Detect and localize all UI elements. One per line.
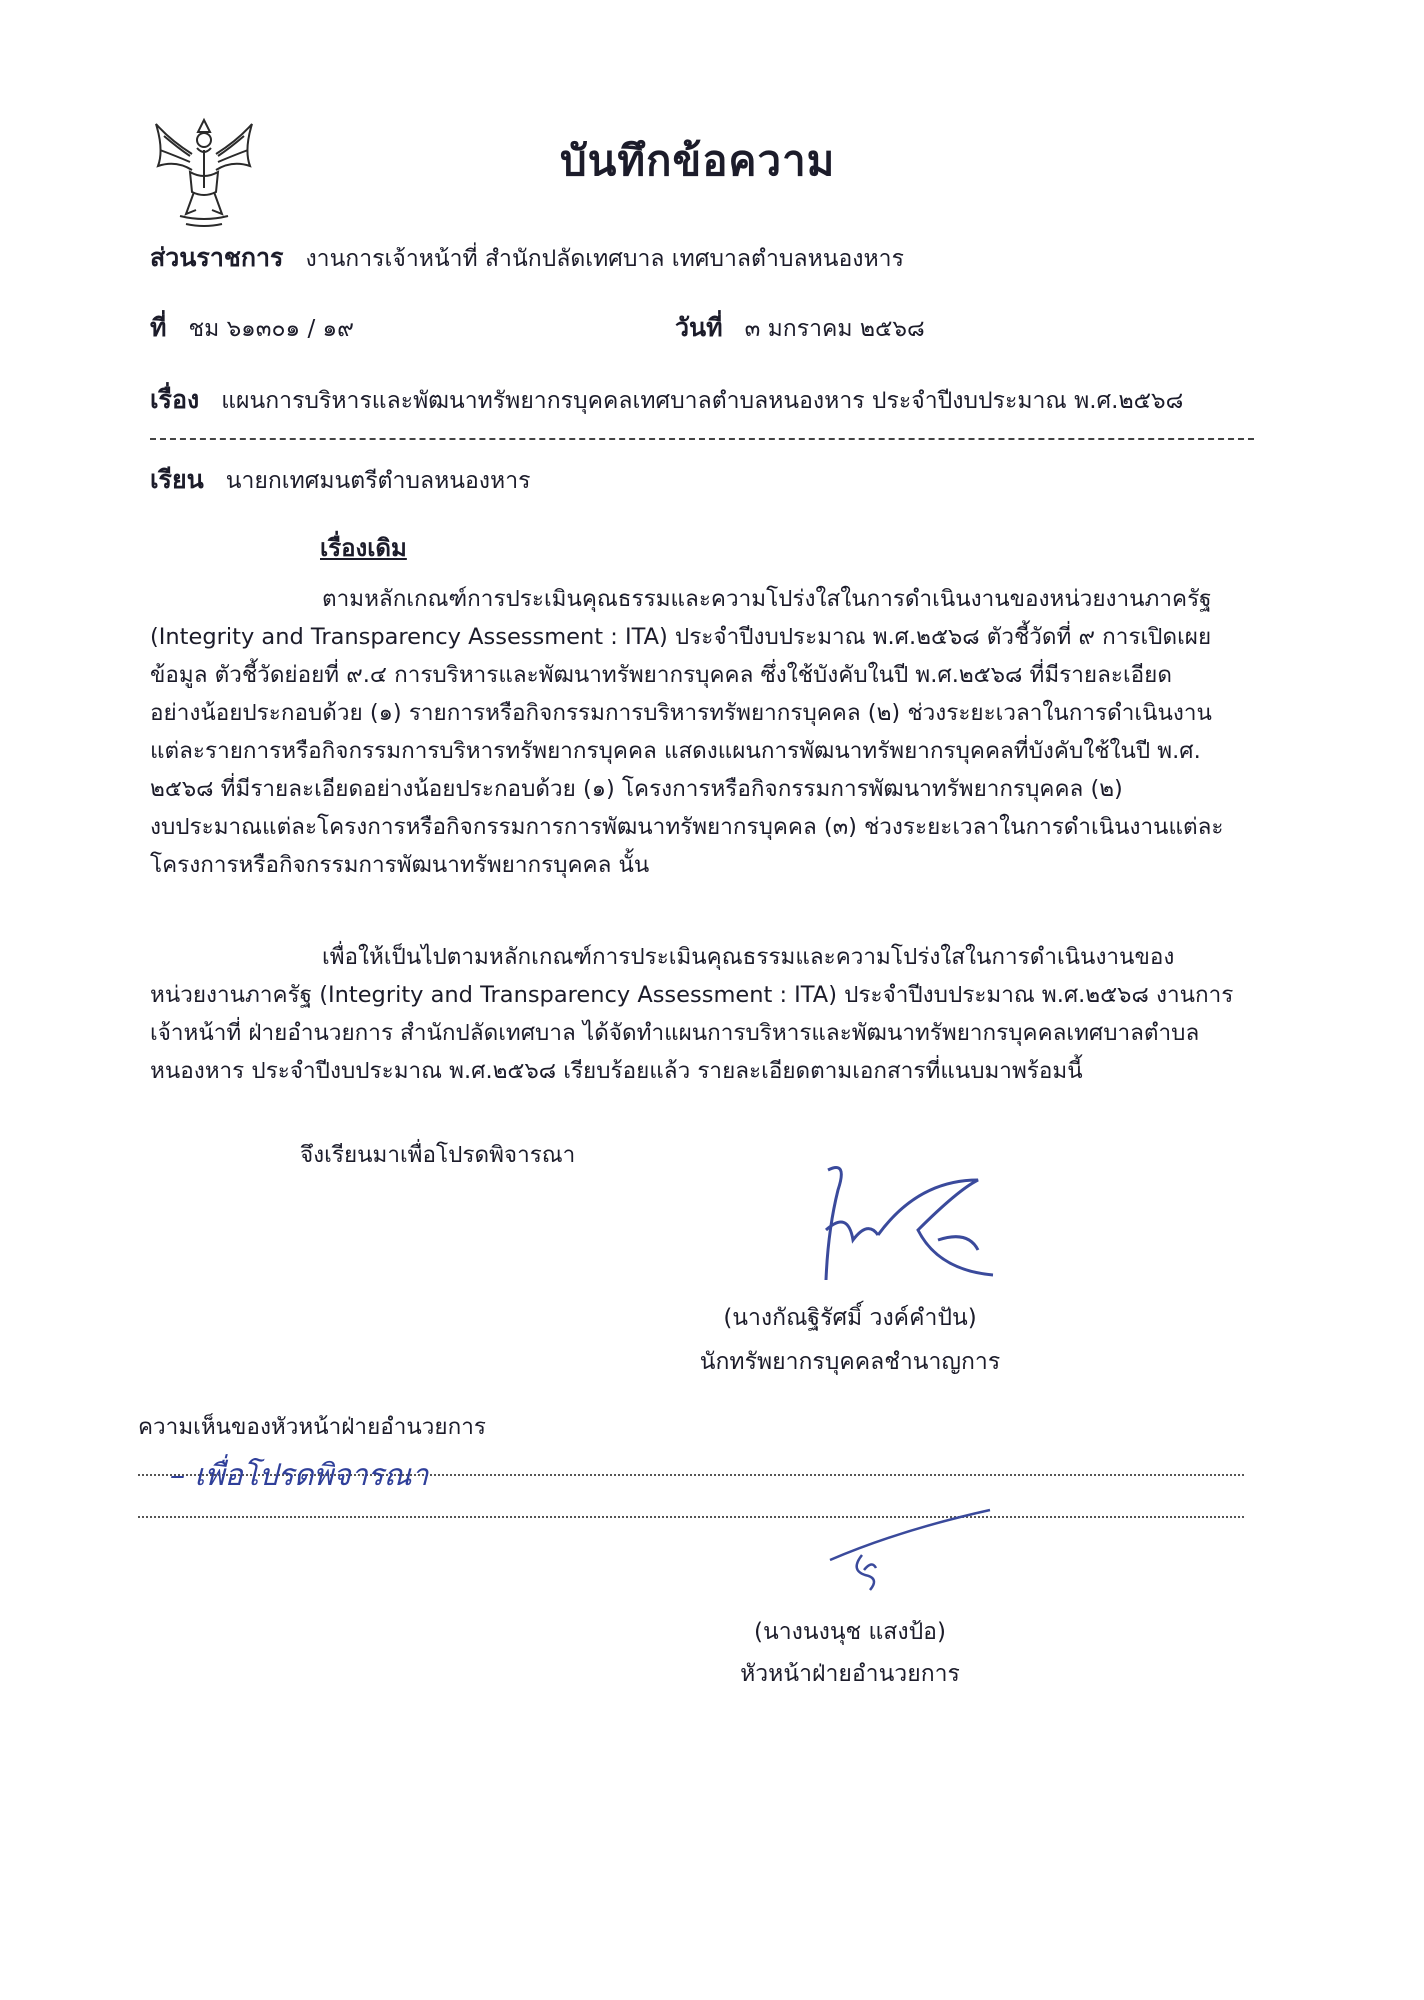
para1-line: โครงการหรือกิจกรรมการพัฒนาทรัพยากรบุคคล นั้น [150,852,650,878]
signer-1-name: (นางกัณฐิรัศมิ์ วงค์คำปัน) [723,1305,977,1331]
para2-line: หน่วยงานภาครัฐ (Integrity and Transparency Assessment : ITA) ประจำปีงบประมาณ พ.ศ.๒๕๖๘ งานการ [150,982,1234,1008]
date-row [675,308,925,348]
subject-value: แผนการบริหารและพัฒนาทรัพยากรบุคคลเทศบาลตำบลหนองหาร ประจำปีงบประมาณ พ.ศ.๒๕๖๘ [221,388,1184,414]
para2-line: เจ้าหน้าที่ ฝ่ายอำนวยการ สำนักปลัดเทศบาล ได้จัดทำแผนการบริหารและพัฒนาทรัพยากรบุคคลเทศบาลตำบล [150,1020,1200,1046]
reference-label: ที่ [150,313,167,342]
recipient-row [150,460,530,500]
reference-row [150,308,354,348]
department-row [150,238,904,278]
department-value: งานการเจ้าหน้าที่ สำนักปลัดเทศบาล เทศบาลตำบลหนองหาร [305,246,904,272]
recipient-value: นายกเทศมนตรีตำบลหนองหาร [225,468,531,494]
header-divider [150,438,1254,440]
para2-line: เพื่อให้เป็นไปตามหลักเกณฑ์การประเมินคุณธรรมและความโปร่งใสในการดำเนินงานของ [322,944,1175,970]
date-label: วันที่ [675,313,723,342]
review-handwritten-note: – เพื่อโปรดพิจารณา [170,1458,429,1493]
date-value: ๓ มกราคม ๒๕๖๘ [744,316,925,342]
para1-line: ๒๕๖๘ ที่มีรายละเอียดอย่างน้อยประกอบด้วย (๑) โครงการหรือกิจกรรมการพัฒนาทรัพยากรบุคคล (๒) [150,776,1123,802]
subject-label: เรื่อง [150,385,200,414]
para1-line: งบประมาณแต่ละโครงการหรือกิจกรรมการการพัฒนาทรัพยากรบุคคล (๓) ช่วงระยะเวลาในการดำเนินงานแต่ละ [150,814,1224,840]
para2-line: หนองหาร ประจำปีงบประมาณ พ.ศ.๒๕๖๘ เรียบร้อยแล้ว รายละเอียดตามเอกสารที่แนบมาพร้อมนี้ [150,1058,1083,1084]
recipient-label: เรียน [150,465,204,494]
signer-2-name: (นางนงนุช แสงป้อ) [754,1619,946,1645]
closing-line: จึงเรียนมาเพื่อโปรดพิจารณา [300,1142,576,1168]
para1-line: อย่างน้อยประกอบด้วย (๑) รายการหรือกิจกรรมการบริหารทรัพยากรบุคคล (๒) ช่วงระยะเวลาในการดำเนินงาน [150,700,1212,726]
signature-2-icon [820,1500,1000,1595]
para1-line: แต่ละรายการหรือกิจกรรมการบริหารทรัพยากรบุคคล แสดงแผนการพัฒนาทรัพยากรบุคคลที่บังคับใช้ในปี พ.ศ. [150,738,1201,764]
para1-line: ข้อมูล ตัวชี้วัดย่อยที่ ๙.๔ การบริหารและพัฒนาทรัพยากรบุคคล ซึ่งใช้บังคับในปี พ.ศ.๒๕๖๘ ที่มีรายละเอียด [150,662,1172,688]
garuda-emblem-icon [150,110,258,230]
signer-2-position: หัวหน้าฝ่ายอำนวยการ [740,1661,960,1687]
background-heading: เรื่องเดิม [320,534,407,562]
department-label: ส่วนราชการ [150,243,284,272]
signature-1-icon [808,1160,1008,1290]
review-dotted-line [138,1516,1244,1518]
reference-value: ชม ๖๑๓๐๑ / ๑๙ [188,316,354,342]
memo-title: บันทึกข้อความ [560,136,836,185]
signer-1-position: นักทรัพยากรบุคคลชำนาญการ [699,1349,1001,1375]
para1-line: ตามหลักเกณฑ์การประเมินคุณธรรมและความโปร่งใสในการดำเนินงานของหน่วยงานภาครัฐ [322,586,1212,612]
subject-row [150,380,1183,420]
review-label: ความเห็นของหัวหน้าฝ่ายอำนวยการ [138,1414,486,1440]
para1-line: (Integrity and Transparency Assessment : ITA) ประจำปีงบประมาณ พ.ศ.๒๕๖๘ ตัวชี้วัดที่ ๙ การเปิดเผย [150,624,1212,650]
